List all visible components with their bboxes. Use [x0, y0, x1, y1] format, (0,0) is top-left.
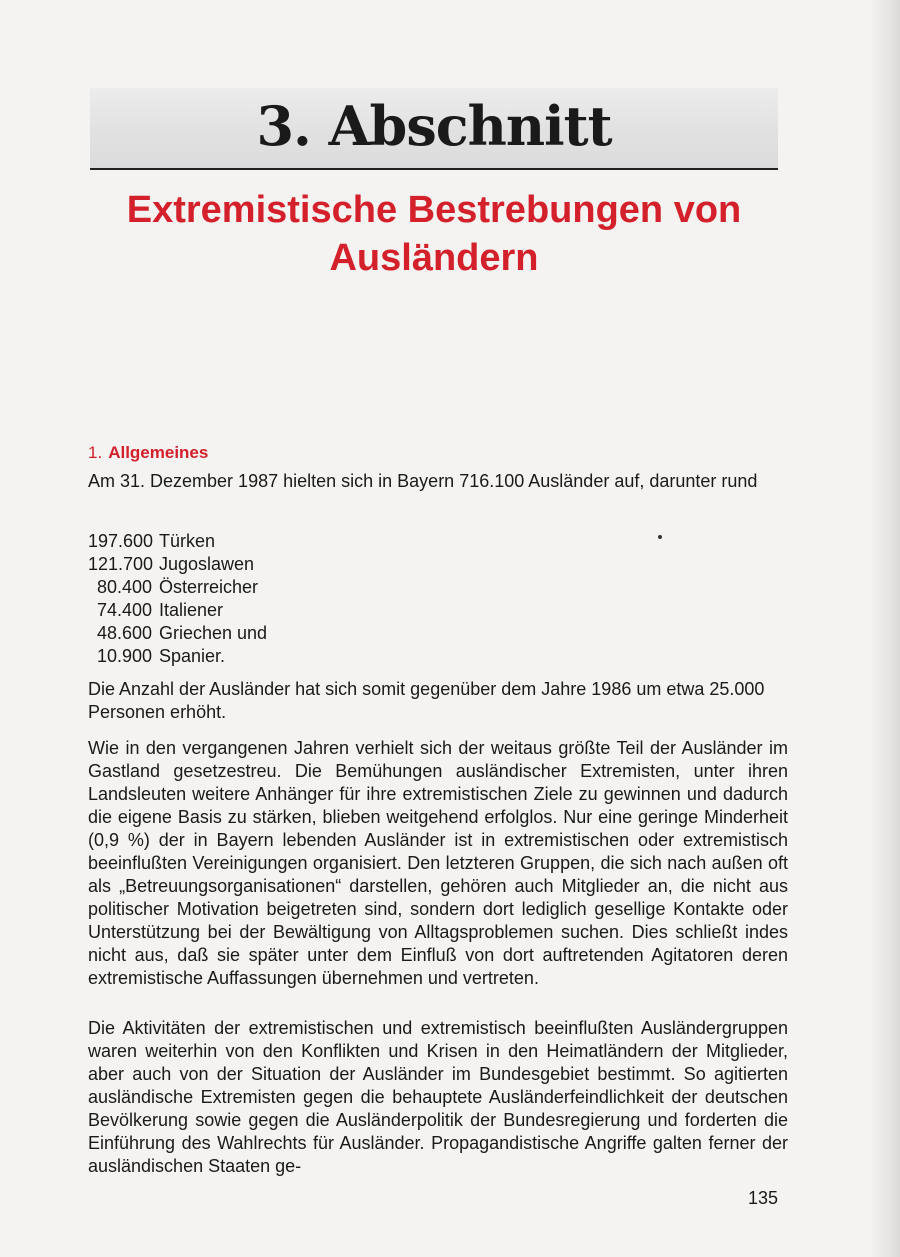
- page-number: 135: [747, 1188, 778, 1208]
- activities-paragraph: Die Aktivitäten der extremistischen und extremistisch beeinflußten Ausländergruppen waren weiterhin von den Konflikten und Krisen in den Heimatländern der Mitglieder, aber auch von der Situation der Ausländer im Bundesgebiet bestimmt. So agitierten ausländische Extremisten gegen die behauptete Ausländerfeindlichkeit der deutschen Bevölkerung sowie gegen die Ausländerpolitik der Bundesregierung und forderten die Einführung des Wahlrechts für Ausländer. Propagandistische Angriffe galten ferner der ausländischen Staaten ge-: [88, 1018, 788, 1176]
- increase-block: [88, 678, 788, 724]
- nationality: Türken: [159, 531, 216, 551]
- intro-paragraph: Am 31. Dezember 1987 hielten sich in Bayern 716.100 Ausländer auf, darunter rund: [88, 471, 758, 491]
- count: 197.600: [88, 531, 154, 551]
- increase-paragraph: Die Anzahl der Ausländer hat sich somit gegenüber dem Jahre 1986 um etwa 25.000 Personen erhöht.: [88, 679, 765, 722]
- nationality-list: [88, 530, 388, 668]
- intro-block: [88, 470, 788, 493]
- law-abiding-block: [88, 737, 788, 990]
- subsection-heading: [88, 441, 208, 464]
- nationality: Griechen und: [159, 623, 268, 643]
- count: 80.400: [96, 577, 152, 597]
- chapter-title: Extremistische Bestrebungen von Ausländern: [126, 189, 742, 279]
- section-divider: [90, 168, 778, 170]
- list-item: [88, 553, 388, 576]
- nationality: Jugoslawen: [159, 554, 255, 574]
- list-item: [88, 599, 388, 622]
- count: 10.900: [96, 646, 152, 666]
- section-heading: 3. Abschnitt: [256, 94, 612, 158]
- nationality: Italiener: [159, 600, 224, 620]
- count: 48.600: [96, 623, 152, 643]
- count: 121.700: [88, 554, 154, 574]
- count: 74.400: [96, 600, 152, 620]
- list-item: [88, 530, 388, 553]
- law-abiding-paragraph: Wie in den vergangenen Jahren verhielt sich der weitaus größte Teil der Ausländer im Gastland gesetzestreu. Die Bemühungen ausländischer Extremisten, unter ihren Landsleuten weitere Anhänger für ihre extremistischen Ziele zu gewinnen und dadurch die eigene Basis zu stärken, blieben weitgehend erfolglos. Nur eine geringe Minderheit (0,9 %) der in Bayern lebenden Ausländer ist in extremistischen oder extremistisch beeinflußten Vereinigungen organisiert. Den letzteren Gruppen, die sich nach außen oft als „Betreuungsorganisationen“ darstellen, gehören auch Mitglieder an, die nicht aus politischer Motivation beigetreten sind, sondern dort lediglich gesellige Kontakte oder Unterstützung bei der Bewältigung von Alltagsproblemen suchen. Dies schließt indes nicht aus, daß sie später unter dem Einfluß von dort auftretenden Agitatoren deren extremistische Auffassungen übernehmen und vertreten.: [88, 738, 788, 988]
- list-item: [88, 645, 388, 668]
- activities-block: [88, 1017, 788, 1178]
- nationality: Spanier.: [159, 646, 226, 666]
- scan-edge-shadow: [870, 0, 900, 1257]
- subsection-title: Allgemeines: [108, 443, 209, 462]
- list-item: [88, 622, 388, 645]
- scan-speck: [658, 535, 662, 539]
- list-item: [88, 576, 388, 599]
- nationality: Österreicher: [159, 577, 259, 597]
- subsection-number: 1.: [88, 443, 103, 462]
